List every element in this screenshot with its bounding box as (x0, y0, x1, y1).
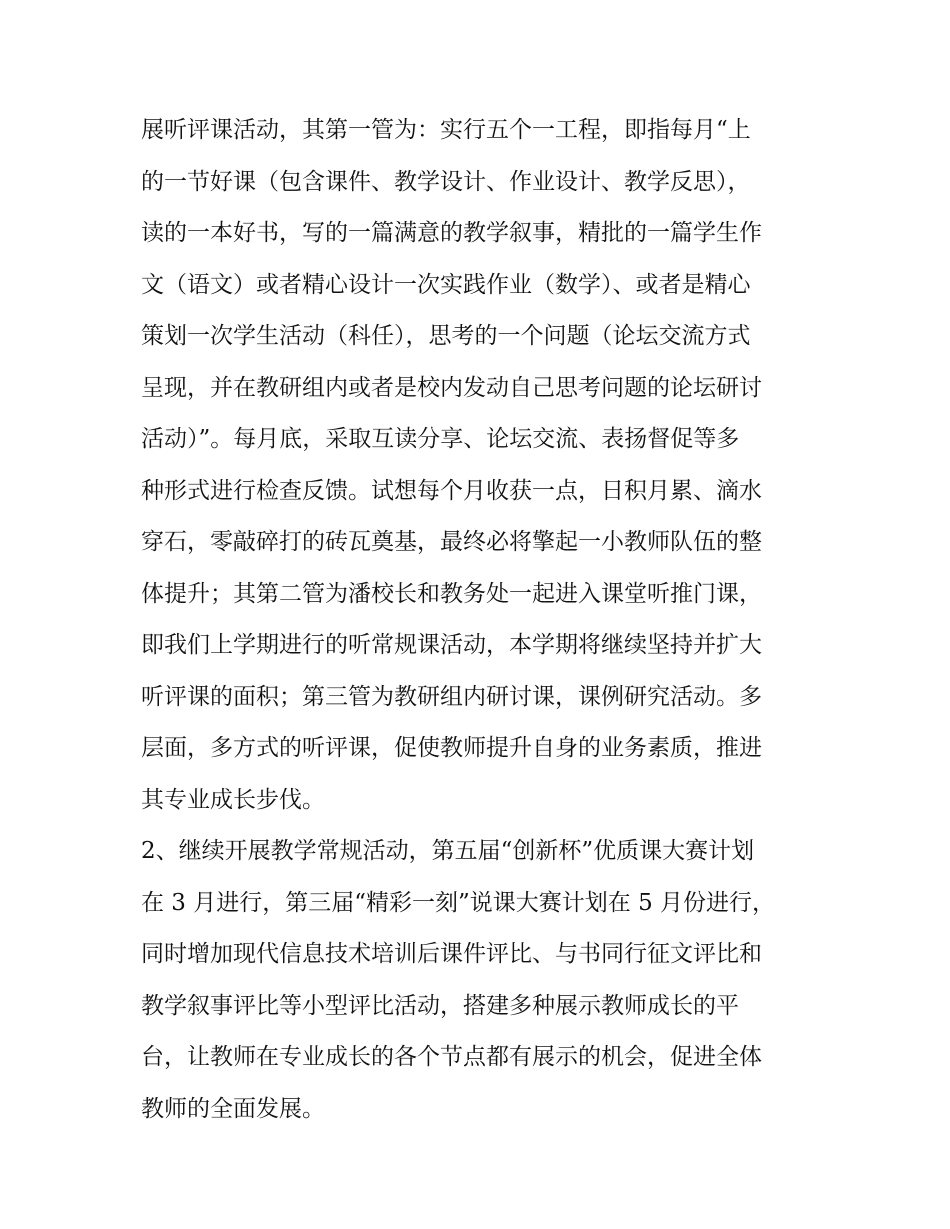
text-line: 台，让教师在专业成长的各个节点都有展示的机会，促进全体 (141, 1044, 762, 1070)
text-line: 即我们上学期进行的听常规课活动，本学期将继续坚持并扩大 (141, 632, 762, 658)
text-line: 听评课的面积；第三管为教研组内研讨课，课例研究活动。多 (141, 683, 762, 710)
text-line: 教师的全面发展。 (141, 1095, 325, 1122)
text-line: 呈现，并在教研组内或者是校内发动自己思考问题的论坛研讨 (141, 374, 762, 401)
text-line: 展听评课活动，其第一管为：实行五个一工程，即指每月“上 (141, 117, 751, 143)
text-line: 策划一次学生活动（科任），思考的一个问题（论坛交流方式 (141, 323, 751, 349)
text-line: 的一节好课（包含课件、教学设计、作业设计、教学反思）， (141, 168, 751, 195)
text-line: 层面，多方式的听评课，促使教师提升自身的业务素质，推进 (141, 735, 762, 761)
text-line: 体提升；其第二管为潘校长和教务处一起进入课堂听推门课， (141, 580, 762, 607)
text-line: 教学叙事评比等小型评比活动，搭建多种展示教师成长的平 (141, 992, 739, 1019)
text-line: 其专业成长步伐。 (141, 786, 325, 813)
text-line: 文（语文）或者精心设计一次实践作业（数学）、或者是精心 (141, 271, 751, 298)
text-line: 在 3 月进行，第三届“精彩一刻”说课大赛计划在 5 月份进行， (141, 889, 776, 916)
text-line: 同时增加现代信息技术培训后课件评比、与书同行征文评比和 (141, 941, 762, 967)
text-line: 2、继续开展教学常规活动，第五届“创新杯”优质课大赛计划 (141, 838, 755, 864)
text-line: 种形式进行检查反馈。试想每个月收获一点，日积月累、滴水 (141, 477, 762, 504)
text-line: 读的一本好书，写的一篇满意的教学叙事，精批的一篇学生作 (141, 220, 762, 246)
text-line: 穿石，零敲碎打的砖瓦奠基，最终必将擎起一小教师队伍的整 (141, 529, 762, 555)
body-text (141, 105, 821, 1135)
text-line: 活动）”。每月底，采取互读分享、论坛交流、表扬督促等多 (141, 426, 740, 452)
